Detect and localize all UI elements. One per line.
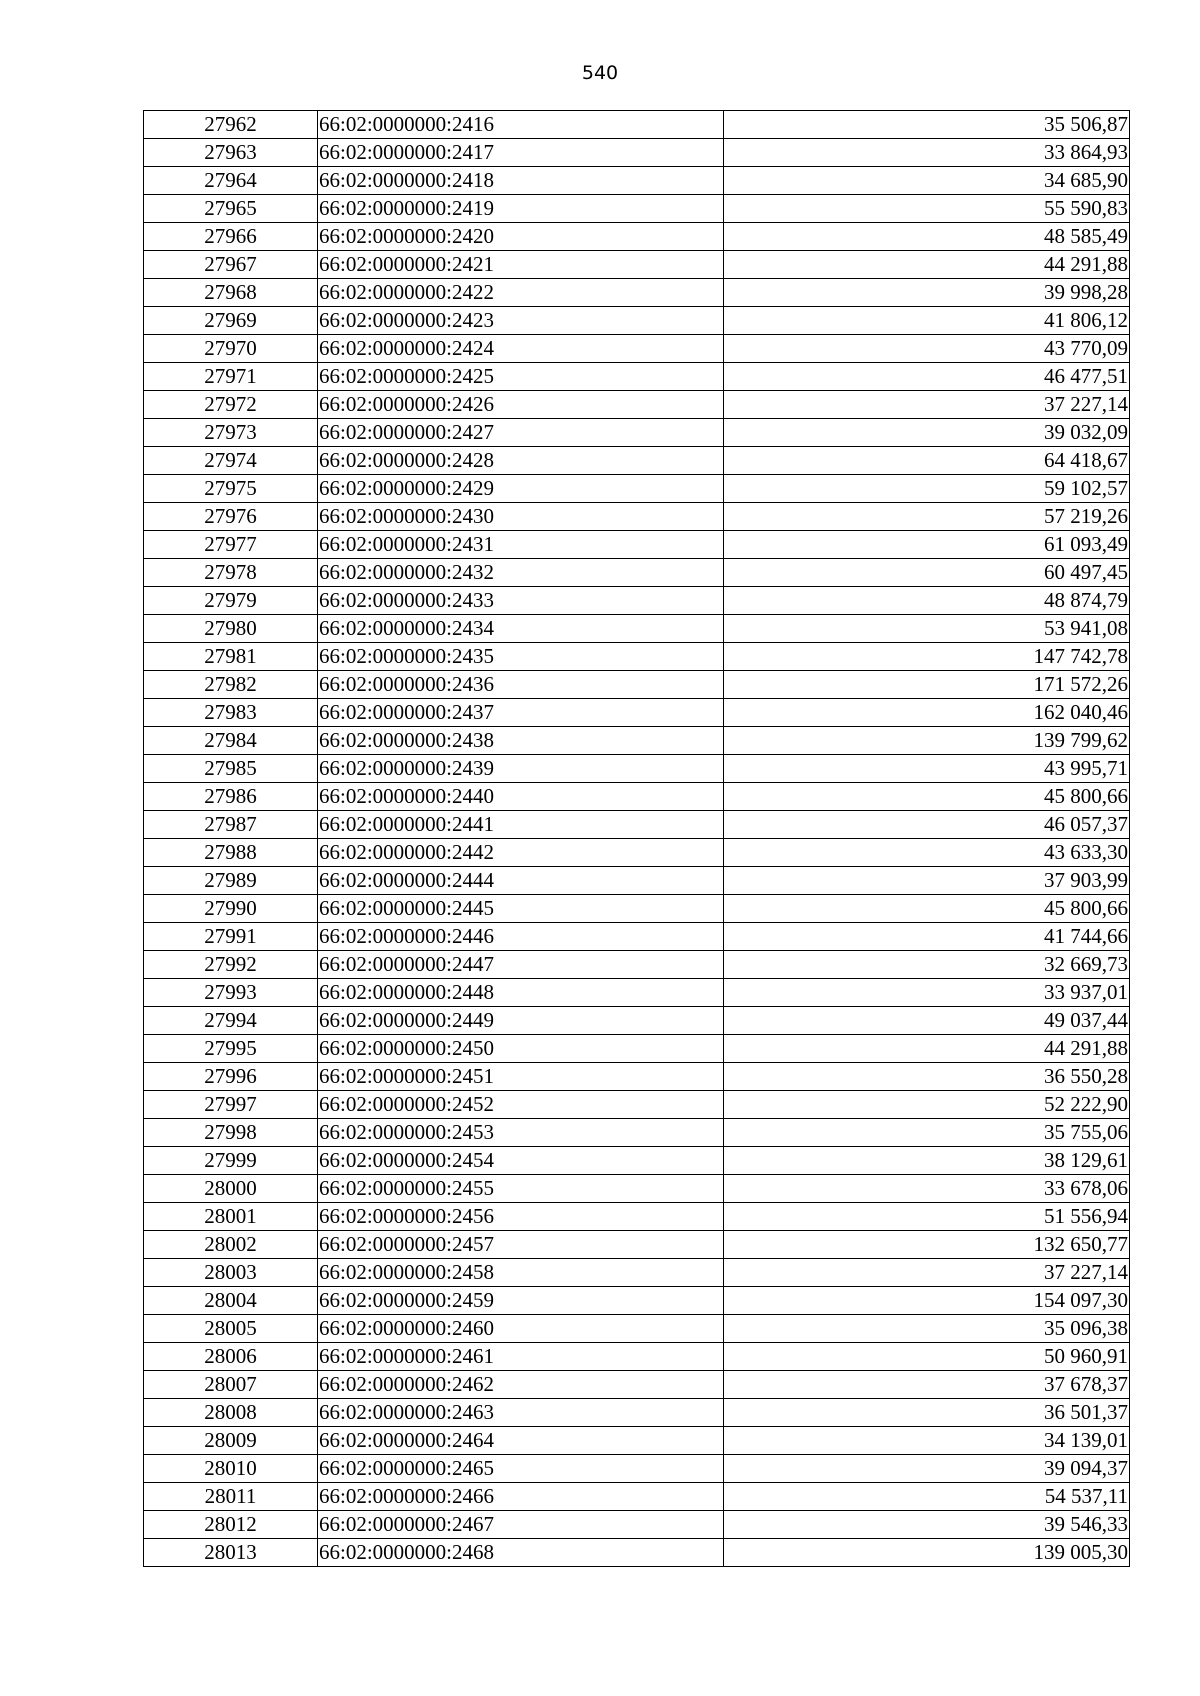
table-row (144, 419, 1130, 447)
cadastral-number-cell: 66:02:0000000:2420 (318, 223, 724, 251)
cadastral-number-cell: 66:02:0000000:2435 (318, 643, 724, 671)
row-number-cell: 28011 (144, 1483, 318, 1511)
cadastral-number-cell: 66:02:0000000:2428 (318, 447, 724, 475)
page-number: 540 (581, 62, 619, 84)
row-number-cell: 27971 (144, 363, 318, 391)
cadastral-value-cell: 154 097,30 (724, 1287, 1130, 1315)
cadastral-value-cell: 41 806,12 (724, 307, 1130, 335)
cadastral-number-cell: 66:02:0000000:2468 (318, 1539, 724, 1567)
row-number-cell: 28004 (144, 1287, 318, 1315)
cadastral-value-cell: 35 755,06 (724, 1119, 1130, 1147)
cadastral-value-cell: 37 227,14 (724, 391, 1130, 419)
row-number-cell: 27964 (144, 167, 318, 195)
row-number-cell: 27983 (144, 699, 318, 727)
cadastral-number-cell: 66:02:0000000:2429 (318, 475, 724, 503)
row-number-cell: 27976 (144, 503, 318, 531)
table-row (144, 727, 1130, 755)
cadastral-number-cell: 66:02:0000000:2450 (318, 1035, 724, 1063)
row-number-cell: 27987 (144, 811, 318, 839)
cadastral-number-cell: 66:02:0000000:2430 (318, 503, 724, 531)
cadastral-value-cell: 43 770,09 (724, 335, 1130, 363)
table-row (144, 391, 1130, 419)
cadastral-number-cell: 66:02:0000000:2423 (318, 307, 724, 335)
row-number-cell: 27977 (144, 531, 318, 559)
table-row (144, 1287, 1130, 1315)
row-number-cell: 27994 (144, 1007, 318, 1035)
table-row (144, 783, 1130, 811)
cadastral-number-cell: 66:02:0000000:2462 (318, 1371, 724, 1399)
row-number-cell: 27974 (144, 447, 318, 475)
cadastral-value-cell: 59 102,57 (724, 475, 1130, 503)
row-number-cell: 27989 (144, 867, 318, 895)
cadastral-number-cell: 66:02:0000000:2455 (318, 1175, 724, 1203)
cadastral-value-cell: 139 799,62 (724, 727, 1130, 755)
row-number-cell: 27970 (144, 335, 318, 363)
cadastral-number-cell: 66:02:0000000:2425 (318, 363, 724, 391)
table-row (144, 447, 1130, 475)
cadastral-number-cell: 66:02:0000000:2446 (318, 923, 724, 951)
cadastral-number-cell: 66:02:0000000:2441 (318, 811, 724, 839)
cadastral-number-cell: 66:02:0000000:2438 (318, 727, 724, 755)
cadastral-number-cell: 66:02:0000000:2447 (318, 951, 724, 979)
table-row (144, 1035, 1130, 1063)
row-number-cell: 28001 (144, 1203, 318, 1231)
cadastral-number-cell: 66:02:0000000:2458 (318, 1259, 724, 1287)
cadastral-value-cell: 39 032,09 (724, 419, 1130, 447)
table-row (144, 867, 1130, 895)
cadastral-value-cell: 53 941,08 (724, 615, 1130, 643)
table-row (144, 1539, 1130, 1567)
cadastral-value-cell: 38 129,61 (724, 1147, 1130, 1175)
table-row (144, 1007, 1130, 1035)
table-row (144, 1399, 1130, 1427)
cadastral-number-cell: 66:02:0000000:2451 (318, 1063, 724, 1091)
row-number-cell: 27966 (144, 223, 318, 251)
cadastral-number-cell: 66:02:0000000:2445 (318, 895, 724, 923)
cadastral-value-cell: 32 669,73 (724, 951, 1130, 979)
row-number-cell: 27999 (144, 1147, 318, 1175)
cadastral-value-cell: 132 650,77 (724, 1231, 1130, 1259)
table-row (144, 923, 1130, 951)
row-number-cell: 27998 (144, 1119, 318, 1147)
row-number-cell: 27965 (144, 195, 318, 223)
cadastral-value-cell: 35 096,38 (724, 1315, 1130, 1343)
cadastral-number-cell: 66:02:0000000:2444 (318, 867, 724, 895)
row-number-cell: 27967 (144, 251, 318, 279)
table-row (144, 1511, 1130, 1539)
row-number-cell: 27986 (144, 783, 318, 811)
cadastral-number-cell: 66:02:0000000:2457 (318, 1231, 724, 1259)
cadastral-number-cell: 66:02:0000000:2437 (318, 699, 724, 727)
cadastral-value-cell: 48 585,49 (724, 223, 1130, 251)
cadastral-value-cell: 50 960,91 (724, 1343, 1130, 1371)
table-row (144, 1091, 1130, 1119)
cadastral-number-cell: 66:02:0000000:2416 (318, 111, 724, 139)
cadastral-number-cell: 66:02:0000000:2422 (318, 279, 724, 307)
cadastral-number-cell: 66:02:0000000:2432 (318, 559, 724, 587)
cadastral-value-cell: 162 040,46 (724, 699, 1130, 727)
row-number-cell: 27962 (144, 111, 318, 139)
cadastral-value-cell: 35 506,87 (724, 111, 1130, 139)
row-number-cell: 28010 (144, 1455, 318, 1483)
cadastral-value-cell: 39 094,37 (724, 1455, 1130, 1483)
row-number-cell: 27968 (144, 279, 318, 307)
cadastral-value-cell: 46 477,51 (724, 363, 1130, 391)
table-row (144, 1063, 1130, 1091)
table-row (144, 1455, 1130, 1483)
cadastral-number-cell: 66:02:0000000:2456 (318, 1203, 724, 1231)
cadastral-number-cell: 66:02:0000000:2421 (318, 251, 724, 279)
cadastral-value-cell: 37 678,37 (724, 1371, 1130, 1399)
row-number-cell: 28009 (144, 1427, 318, 1455)
cadastral-value-cell: 39 546,33 (724, 1511, 1130, 1539)
row-number-cell: 28000 (144, 1175, 318, 1203)
table-body (144, 111, 1130, 1567)
cadastral-value-table (143, 110, 1130, 1567)
row-number-cell: 27982 (144, 671, 318, 699)
table-row (144, 839, 1130, 867)
table-row (144, 1231, 1130, 1259)
table-row (144, 671, 1130, 699)
cadastral-number-cell: 66:02:0000000:2417 (318, 139, 724, 167)
row-number-cell: 27991 (144, 923, 318, 951)
table-row (144, 223, 1130, 251)
row-number-cell: 27988 (144, 839, 318, 867)
cadastral-number-cell: 66:02:0000000:2464 (318, 1427, 724, 1455)
table-row (144, 951, 1130, 979)
cadastral-number-cell: 66:02:0000000:2452 (318, 1091, 724, 1119)
cadastral-value-cell: 171 572,26 (724, 671, 1130, 699)
table-row (144, 1119, 1130, 1147)
table-row (144, 979, 1130, 1007)
table-row (144, 699, 1130, 727)
row-number-cell: 28005 (144, 1315, 318, 1343)
table-row (144, 1259, 1130, 1287)
cadastral-number-cell: 66:02:0000000:2418 (318, 167, 724, 195)
cadastral-value-cell: 46 057,37 (724, 811, 1130, 839)
row-number-cell: 27975 (144, 475, 318, 503)
cadastral-value-cell: 60 497,45 (724, 559, 1130, 587)
row-number-cell: 28006 (144, 1343, 318, 1371)
cadastral-value-cell: 57 219,26 (724, 503, 1130, 531)
table-row (144, 111, 1130, 139)
cadastral-value-cell: 147 742,78 (724, 643, 1130, 671)
row-number-cell: 27997 (144, 1091, 318, 1119)
cadastral-number-cell: 66:02:0000000:2442 (318, 839, 724, 867)
cadastral-value-cell: 37 903,99 (724, 867, 1130, 895)
cadastral-number-cell: 66:02:0000000:2449 (318, 1007, 724, 1035)
table-row (144, 251, 1130, 279)
table-row (144, 279, 1130, 307)
cadastral-number-cell: 66:02:0000000:2427 (318, 419, 724, 447)
row-number-cell: 27980 (144, 615, 318, 643)
cadastral-value-cell: 54 537,11 (724, 1483, 1130, 1511)
row-number-cell: 27992 (144, 951, 318, 979)
cadastral-value-cell: 64 418,67 (724, 447, 1130, 475)
cadastral-number-cell: 66:02:0000000:2433 (318, 587, 724, 615)
table-row (144, 559, 1130, 587)
cadastral-number-cell: 66:02:0000000:2453 (318, 1119, 724, 1147)
cadastral-value-cell: 43 633,30 (724, 839, 1130, 867)
table-row (144, 531, 1130, 559)
row-number-cell: 27996 (144, 1063, 318, 1091)
table-row (144, 139, 1130, 167)
table-row (144, 503, 1130, 531)
cadastral-number-cell: 66:02:0000000:2460 (318, 1315, 724, 1343)
cadastral-value-cell: 44 291,88 (724, 1035, 1130, 1063)
row-number-cell: 27981 (144, 643, 318, 671)
cadastral-value-cell: 48 874,79 (724, 587, 1130, 615)
table-row (144, 1147, 1130, 1175)
cadastral-number-cell: 66:02:0000000:2459 (318, 1287, 724, 1315)
row-number-cell: 28002 (144, 1231, 318, 1259)
cadastral-value-cell: 41 744,66 (724, 923, 1130, 951)
cadastral-value-cell: 37 227,14 (724, 1259, 1130, 1287)
row-number-cell: 28003 (144, 1259, 318, 1287)
table-row (144, 1343, 1130, 1371)
cadastral-number-cell: 66:02:0000000:2461 (318, 1343, 724, 1371)
table-row (144, 615, 1130, 643)
table-row (144, 1175, 1130, 1203)
row-number-cell: 27972 (144, 391, 318, 419)
row-number-cell: 27978 (144, 559, 318, 587)
row-number-cell: 28012 (144, 1511, 318, 1539)
cadastral-value-cell: 51 556,94 (724, 1203, 1130, 1231)
cadastral-value-cell: 36 501,37 (724, 1399, 1130, 1427)
cadastral-number-cell: 66:02:0000000:2419 (318, 195, 724, 223)
row-number-cell: 28007 (144, 1371, 318, 1399)
table-row (144, 1315, 1130, 1343)
cadastral-value-cell: 36 550,28 (724, 1063, 1130, 1091)
cadastral-number-cell: 66:02:0000000:2436 (318, 671, 724, 699)
row-number-cell: 27979 (144, 587, 318, 615)
cadastral-value-cell: 33 937,01 (724, 979, 1130, 1007)
cadastral-number-cell: 66:02:0000000:2434 (318, 615, 724, 643)
cadastral-value-cell: 45 800,66 (724, 783, 1130, 811)
cadastral-number-cell: 66:02:0000000:2424 (318, 335, 724, 363)
table-row (144, 1483, 1130, 1511)
table-row (144, 1203, 1130, 1231)
cadastral-value-cell: 49 037,44 (724, 1007, 1130, 1035)
cadastral-number-cell: 66:02:0000000:2465 (318, 1455, 724, 1483)
row-number-cell: 27969 (144, 307, 318, 335)
cadastral-number-cell: 66:02:0000000:2467 (318, 1511, 724, 1539)
cadastral-number-cell: 66:02:0000000:2463 (318, 1399, 724, 1427)
row-number-cell: 27993 (144, 979, 318, 1007)
cadastral-value-cell: 52 222,90 (724, 1091, 1130, 1119)
row-number-cell: 28008 (144, 1399, 318, 1427)
cadastral-number-cell: 66:02:0000000:2439 (318, 755, 724, 783)
table-row (144, 755, 1130, 783)
cadastral-value-cell: 61 093,49 (724, 531, 1130, 559)
row-number-cell: 28013 (144, 1539, 318, 1567)
row-number-cell: 27973 (144, 419, 318, 447)
cadastral-value-cell: 45 800,66 (724, 895, 1130, 923)
row-number-cell: 27985 (144, 755, 318, 783)
table-row (144, 587, 1130, 615)
cadastral-number-cell: 66:02:0000000:2448 (318, 979, 724, 1007)
cadastral-number-cell: 66:02:0000000:2440 (318, 783, 724, 811)
table-row (144, 1427, 1130, 1455)
table-row (144, 335, 1130, 363)
cadastral-value-cell: 33 678,06 (724, 1175, 1130, 1203)
cadastral-value-cell: 39 998,28 (724, 279, 1130, 307)
cadastral-number-cell: 66:02:0000000:2466 (318, 1483, 724, 1511)
row-number-cell: 27995 (144, 1035, 318, 1063)
table-row (144, 195, 1130, 223)
cadastral-value-cell: 43 995,71 (724, 755, 1130, 783)
table-row (144, 363, 1130, 391)
row-number-cell: 27990 (144, 895, 318, 923)
cadastral-number-cell: 66:02:0000000:2431 (318, 531, 724, 559)
cadastral-value-cell: 34 139,01 (724, 1427, 1130, 1455)
cadastral-value-cell: 34 685,90 (724, 167, 1130, 195)
cadastral-value-cell: 44 291,88 (724, 251, 1130, 279)
row-number-cell: 27984 (144, 727, 318, 755)
cadastral-number-cell: 66:02:0000000:2426 (318, 391, 724, 419)
table-row (144, 1371, 1130, 1399)
row-number-cell: 27963 (144, 139, 318, 167)
cadastral-number-cell: 66:02:0000000:2454 (318, 1147, 724, 1175)
table-row (144, 811, 1130, 839)
table-row (144, 643, 1130, 671)
cadastral-value-cell: 33 864,93 (724, 139, 1130, 167)
table-row (144, 167, 1130, 195)
table-row (144, 307, 1130, 335)
cadastral-value-cell: 139 005,30 (724, 1539, 1130, 1567)
table-row (144, 895, 1130, 923)
cadastral-value-cell: 55 590,83 (724, 195, 1130, 223)
table-row (144, 475, 1130, 503)
